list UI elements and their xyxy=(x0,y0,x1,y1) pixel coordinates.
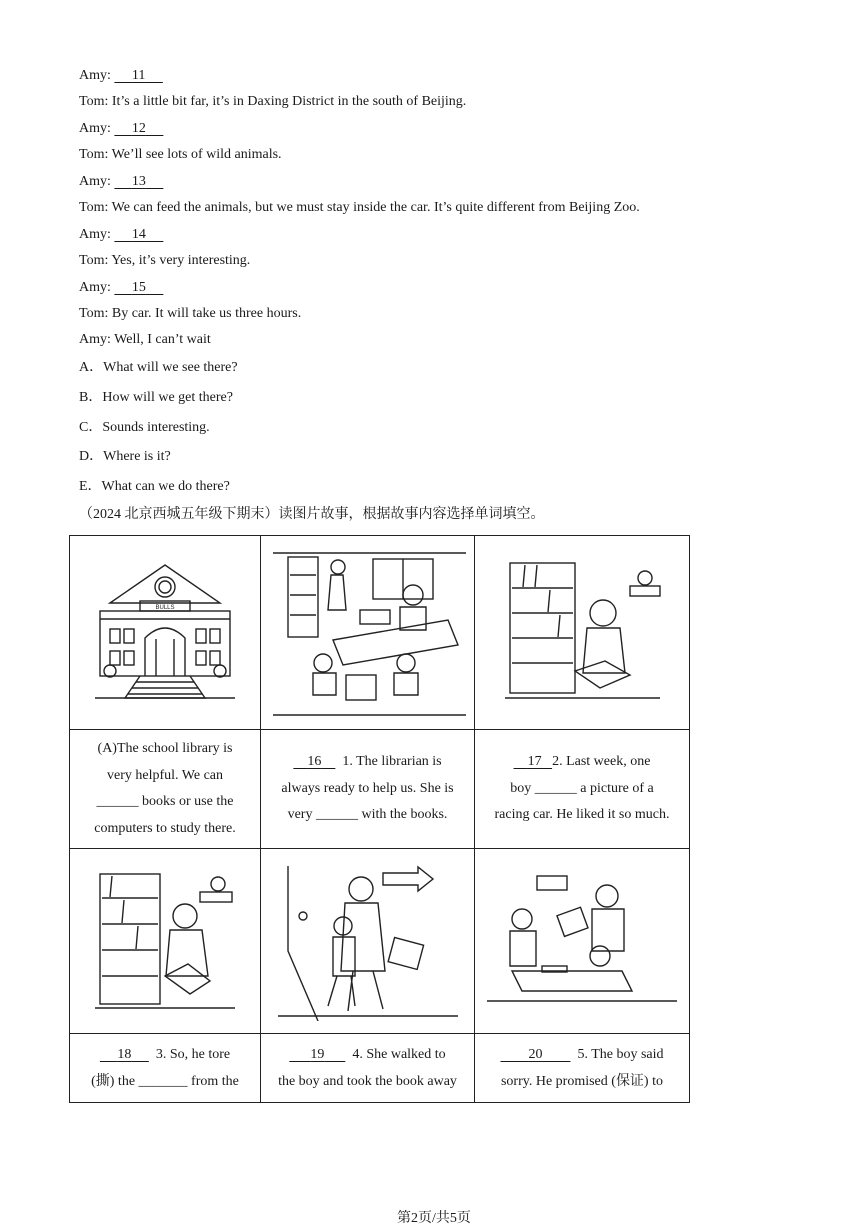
speaker-label: Amy: xyxy=(79,174,111,189)
boy-tearing-page-picture xyxy=(70,849,261,1034)
story-text-4-line1: 4. She walked to xyxy=(352,1047,446,1062)
story-text-5 xyxy=(475,1034,690,1103)
dialogue-text: We’ll see lots of wild animals. xyxy=(111,147,282,162)
speaker-label: Tom: xyxy=(79,306,109,321)
building-sign-text: BULLS xyxy=(155,604,175,611)
blank-number: 12 xyxy=(131,121,146,136)
answer-blank-16 xyxy=(293,754,335,769)
story-blank-1: ______ xyxy=(315,807,358,823)
story-text-a-line2: very helpful. We can xyxy=(106,767,223,783)
story-text-a xyxy=(70,730,261,849)
answer-blank xyxy=(114,173,163,191)
blank-number-18: 18 xyxy=(117,1047,132,1062)
dialogue-line xyxy=(79,279,163,297)
dialogue-line xyxy=(79,146,282,164)
blank-number-20: 20 xyxy=(528,1047,543,1062)
dialogue-text: Yes, it’s very interesting. xyxy=(111,253,251,268)
answer-blank xyxy=(114,67,162,85)
library-building-picture xyxy=(70,536,261,730)
answer-blank-19 xyxy=(289,1047,345,1062)
story-text-3-line1: 3. So, he tore xyxy=(155,1047,231,1062)
answer-blank xyxy=(114,226,163,244)
speaker-label: Amy: xyxy=(79,121,111,136)
blank-number-19: 19 xyxy=(310,1047,325,1062)
story-text-4 xyxy=(261,1034,475,1103)
story-text-1-line2: always ready to help us. She is xyxy=(281,780,454,796)
story-text-a-line3: books or use the xyxy=(138,794,234,809)
option-b: B．How will we get there? xyxy=(79,390,233,405)
blank-number: 15 xyxy=(131,280,146,295)
librarian-picture xyxy=(261,536,475,730)
speaker-label: Tom: xyxy=(79,147,109,162)
story-text-2-line1: 2. Last week, one xyxy=(552,754,651,770)
dialogue-line xyxy=(79,199,640,217)
dialogue-text: It’s a little bit far, it’s in Daxing District in the south of Beijing. xyxy=(111,94,467,109)
speaker-label: Tom: xyxy=(79,253,109,268)
option-d: D．Where is it? xyxy=(79,449,171,464)
story-text-1-line1: 1. The librarian is xyxy=(342,754,442,770)
story-text-a-line4: computers to study there. xyxy=(94,820,236,836)
story-text-3 xyxy=(70,1034,261,1103)
option-a: A．What will we see there? xyxy=(79,360,238,375)
blank-number-16: 16 xyxy=(307,754,322,770)
answer-blank-17 xyxy=(514,754,553,769)
story-text-2-line2-post: a picture of a xyxy=(576,780,654,796)
story-grid xyxy=(69,535,690,1103)
speaker-label: Tom: xyxy=(79,200,109,215)
option-c: C．Sounds interesting. xyxy=(79,420,210,435)
speaker-label: Amy: xyxy=(79,68,111,83)
story-blank-3: _______ xyxy=(138,1074,188,1089)
page-footer: 第2页/共5页 xyxy=(397,1211,471,1226)
story-text-2-line2-pre: boy xyxy=(510,780,535,796)
story-text-a-line1: (A)The school library is xyxy=(97,741,233,756)
blank-number: 11 xyxy=(131,68,146,83)
dialogue-line xyxy=(79,331,211,349)
story-text-3-line2-post: from the xyxy=(187,1074,239,1089)
librarian-takes-book-picture xyxy=(261,849,475,1034)
dialogue-line xyxy=(79,67,163,85)
story-text-2 xyxy=(475,730,690,849)
blank-number-17: 17 xyxy=(527,754,542,770)
section-intro: （2024 北京西城五年级下期末）读图片故事，根据故事内容选择单词填空。 xyxy=(79,507,545,522)
answer-blank-18 xyxy=(100,1047,149,1062)
story-blank-2: ______ xyxy=(534,780,577,796)
story-text-5-line1: 5. The boy said xyxy=(577,1047,664,1062)
story-text-2-line3: racing car. He liked it so much. xyxy=(494,807,670,823)
story-blank-a: ______ xyxy=(96,794,139,809)
answer-blank xyxy=(114,279,163,297)
dialogue-text: Well, I can’t wait xyxy=(114,332,211,347)
dialogue-line xyxy=(79,173,163,191)
speaker-label: Amy: xyxy=(79,227,111,242)
story-text-3-line2-pre: (撕) the xyxy=(91,1074,139,1089)
dialogue-text: By car. It will take us three hours. xyxy=(111,306,302,321)
answer-blank xyxy=(114,120,163,138)
story-text-4-line2: the boy and took the book away xyxy=(278,1074,457,1089)
speaker-label: Amy: xyxy=(79,280,111,295)
story-text-1 xyxy=(261,730,475,849)
blank-number: 14 xyxy=(131,227,146,242)
dialogue-text: We can feed the animals, but we must stay inside the car. It’s quite different from Beijing Zoo. xyxy=(111,200,640,215)
dialogue-line xyxy=(79,305,301,323)
dialogue-line xyxy=(79,226,163,244)
boy-says-sorry-picture xyxy=(475,849,690,1034)
story-text-5-line2: sorry. He promised (保证) to xyxy=(500,1074,663,1089)
speaker-label: Amy: xyxy=(79,332,111,347)
answer-blank-20 xyxy=(500,1047,570,1062)
boy-looking-at-book-picture xyxy=(475,536,690,730)
dialogue-line xyxy=(79,252,250,270)
story-text-1-line3-post: with the books. xyxy=(357,807,448,823)
dialogue-line xyxy=(79,120,163,138)
dialogue-line xyxy=(79,93,466,111)
story-text-1-line3-pre: very xyxy=(287,807,316,823)
option-e: E．What can we do there? xyxy=(79,479,230,494)
speaker-label: Tom: xyxy=(79,94,109,109)
blank-number: 13 xyxy=(131,174,146,189)
